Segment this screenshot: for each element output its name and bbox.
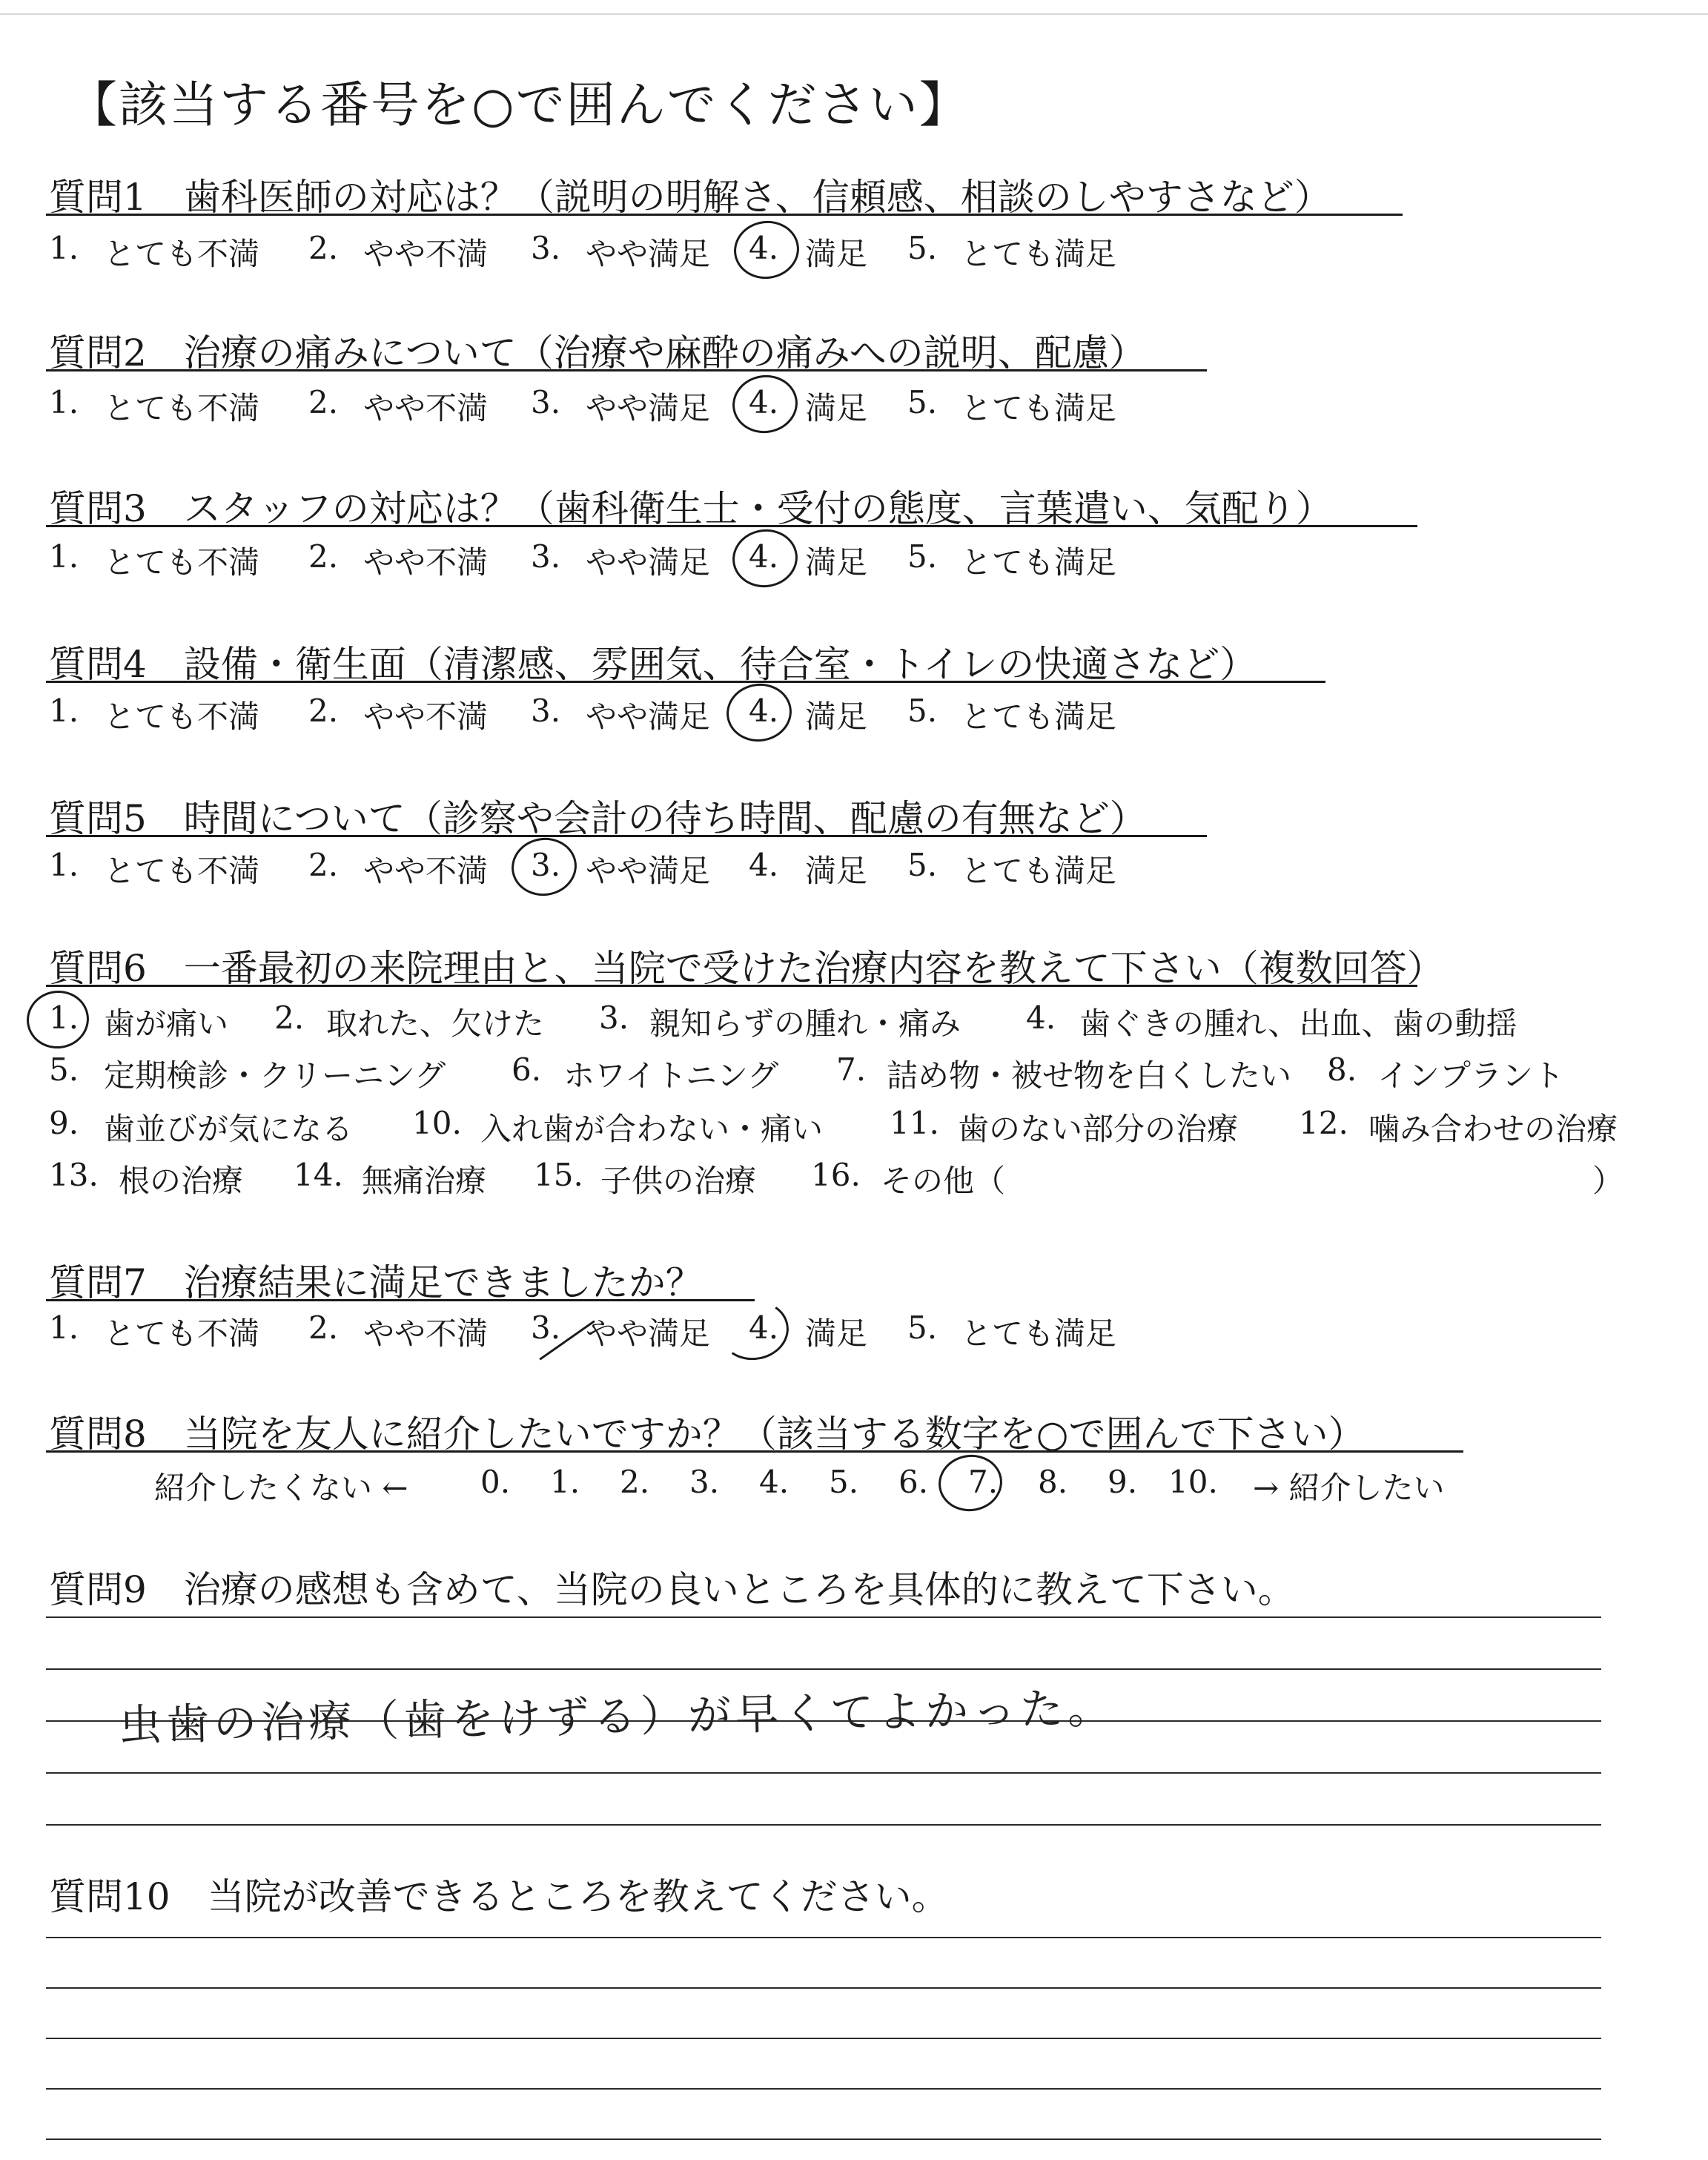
option-number: 4. (749, 1309, 779, 1346)
option-label: とても不満 (104, 1315, 260, 1352)
option-label: とても満足 (961, 544, 1117, 581)
question-8-title: 質問8 当院を友人に紹介したいですか？（該当する数字を○で囲んで下さい） (49, 1413, 1366, 1456)
option-number: 2. (308, 230, 339, 266)
option-number: 3. (531, 847, 561, 883)
answer-line (46, 1772, 1601, 1774)
option-number: 4. (749, 693, 779, 729)
option-number: 4. (749, 538, 779, 575)
option-number: 5. (907, 538, 938, 575)
question-10-title: 質問10 当院が改善できるところを教えてください。 (49, 1875, 949, 1918)
scale-number: 8. (1038, 1464, 1068, 1500)
option-label: やや不満 (363, 544, 489, 581)
option-label: その他（ (881, 1163, 1006, 1199)
question-1-underline (46, 214, 1403, 216)
question-7-title: 質問7 治療結果に満足できましたか？ (49, 1261, 703, 1304)
option-label: 無痛治療 (362, 1163, 487, 1199)
option-number: 7. (836, 1051, 867, 1088)
option-number: 2. (308, 1309, 339, 1346)
option-label: やや不満 (363, 698, 489, 735)
scale-number: 6. (898, 1464, 929, 1500)
option-number: 5. (907, 693, 938, 729)
option-label: とても不満 (104, 390, 260, 426)
handwritten-answer: 虫歯の治療（歯をけずる）が早くてよかった。 (118, 1682, 1116, 1751)
option-number: 3. (531, 538, 561, 575)
option-number: 3. (531, 1309, 561, 1346)
option-number: 2. (308, 693, 339, 729)
option-label: 満足 (805, 1315, 868, 1352)
option-label: やや満足 (586, 236, 711, 272)
option-label: 歯が痛い (104, 1005, 229, 1042)
option-number: 3. (531, 384, 561, 420)
scale-number: 2. (620, 1464, 650, 1500)
option-number: 12. (1299, 1105, 1348, 1141)
option-number: 5. (907, 847, 938, 883)
question-3-underline (46, 525, 1417, 527)
option-label: 定期検診・クリーニング (104, 1057, 446, 1094)
option-number: 1. (49, 538, 79, 575)
option-label: 親知らずの腫れ・痛み (649, 1005, 961, 1042)
option-number: 15. (534, 1157, 583, 1193)
scale-right-label: → 紹介したい (1253, 1470, 1445, 1506)
option-number: 5. (907, 1309, 938, 1346)
option-number: 10. (412, 1105, 462, 1141)
scale-number: 4. (759, 1464, 790, 1500)
option-number: 13. (49, 1157, 99, 1193)
question-8-underline (46, 1450, 1463, 1453)
option-number: 9. (49, 1105, 79, 1141)
option-label: 子供の治療 (600, 1163, 757, 1199)
option-label: 満足 (805, 853, 868, 889)
option-label: 満足 (805, 236, 868, 272)
option-number: 1. (49, 230, 79, 266)
option-label: 取れた、欠けた (326, 1005, 545, 1042)
question-5-underline (46, 835, 1207, 837)
question-3-title: 質問3 スタッフの対応は？（歯科衛生士・受付の態度、言葉遣い、気配り） (49, 487, 1333, 530)
option-number: 4. (1026, 1000, 1056, 1036)
option-label: やや満足 (586, 390, 711, 426)
question-6-title: 質問6 一番最初の来院理由と、当院で受けた治療内容を教えて下さい（複数回答） (49, 947, 1444, 990)
option-number: 5. (907, 384, 938, 420)
scale-number: 10. (1168, 1464, 1218, 1500)
question-4-title: 質問4 設備・衛生面（清潔感、雰囲気、待合室・トイレの快適さなど） (49, 643, 1257, 686)
option-number: 8. (1327, 1051, 1357, 1088)
option-label: とても不満 (104, 853, 260, 889)
option-number: 3. (531, 230, 561, 266)
question-7-underline (46, 1299, 755, 1301)
option-label: とても満足 (961, 698, 1117, 735)
question-6-underline (46, 985, 1417, 987)
page-title: 【該当する番号を○で囲んでください】 (68, 76, 970, 133)
selection-circle (730, 217, 803, 283)
option-number: 5. (907, 230, 938, 266)
answer-line (46, 2138, 1601, 2140)
scale-number: 9. (1108, 1464, 1138, 1500)
option-number: 6. (512, 1051, 542, 1088)
option-label: やや不満 (363, 236, 489, 272)
option-label: とても不満 (104, 544, 260, 581)
option-label: ホワイトニング (563, 1057, 779, 1094)
option-label: 根の治療 (119, 1163, 244, 1199)
question-2-title: 質問2 治療の痛みについて（治療や麻酔の痛みへの説明、配慮） (49, 331, 1146, 374)
option-label: 満足 (805, 544, 868, 581)
option-label: やや不満 (363, 390, 489, 426)
option-number: 1. (49, 847, 79, 883)
question-5-title: 質問5 時間について（診察や会計の待ち時間、配慮の有無など） (49, 797, 1147, 840)
answer-line (46, 1824, 1601, 1826)
question-4-underline (46, 681, 1325, 683)
option-label: 噛み合わせの治療 (1368, 1111, 1618, 1147)
question-1-title: 質問1 歯科医師の対応は？（説明の明解さ、信頼感、相談のしやすさなど） (49, 176, 1331, 219)
option-number: 4. (749, 230, 779, 266)
option-label: 満足 (805, 390, 868, 426)
scale-number: 5. (829, 1464, 859, 1500)
answer-line (46, 1668, 1601, 1670)
option-number: 5. (49, 1051, 79, 1088)
option-number: 2. (274, 1000, 305, 1036)
option-label: とても満足 (961, 1315, 1117, 1352)
option-label: やや満足 (586, 544, 711, 581)
option-label: とても満足 (961, 390, 1117, 426)
option-number: 3. (599, 1000, 629, 1036)
option-number: 2. (308, 384, 339, 420)
option-number: 1. (49, 1309, 79, 1346)
option-label: やや不満 (363, 1315, 489, 1352)
answer-line (46, 1937, 1601, 1938)
option-label: やや満足 (586, 853, 711, 889)
scale-number: 0. (480, 1464, 511, 1500)
answer-line (46, 1616, 1601, 1618)
option-number: 4. (749, 847, 779, 883)
other-close-paren: ） (1592, 1163, 1624, 1199)
option-number: 1. (49, 1000, 79, 1036)
option-label: やや満足 (586, 1315, 711, 1352)
option-label: とても不満 (104, 698, 260, 735)
top-rule (0, 13, 1708, 15)
question-2-underline (46, 369, 1207, 371)
option-label: 歯並びが気になる (104, 1111, 354, 1147)
answer-line (46, 1987, 1601, 1989)
scale-left-label: 紹介したくない ← (154, 1470, 408, 1506)
answer-line (46, 2088, 1601, 2090)
option-label: 歯のない部分の治療 (958, 1111, 1239, 1147)
option-number: 4. (749, 384, 779, 420)
option-label: とても満足 (961, 236, 1117, 272)
option-label: とても不満 (104, 236, 260, 272)
option-label: インプラント (1377, 1057, 1565, 1094)
option-label: 満足 (805, 698, 868, 735)
answer-line (46, 2038, 1601, 2039)
option-number: 2. (308, 847, 339, 883)
option-number: 1. (49, 384, 79, 420)
option-number: 14. (294, 1157, 343, 1193)
option-label: とても満足 (961, 853, 1117, 889)
option-number: 2. (308, 538, 339, 575)
option-label: 詰め物・被せ物を白くしたい (887, 1057, 1292, 1094)
scale-number: 7. (968, 1464, 999, 1500)
option-label: やや満足 (586, 698, 711, 735)
option-label: 歯ぐきの腫れ、出血、歯の動揺 (1079, 1005, 1517, 1042)
scale-number: 1. (550, 1464, 580, 1500)
option-number: 1. (49, 693, 79, 729)
selection-circle (715, 1296, 792, 1364)
option-label: 入れ歯が合わない・痛い (480, 1111, 824, 1147)
option-number: 11. (890, 1105, 939, 1141)
option-number: 16. (811, 1157, 861, 1193)
option-label: やや不満 (363, 853, 489, 889)
scale-number: 3. (689, 1464, 720, 1500)
option-number: 3. (531, 693, 561, 729)
question-9-title: 質問9 治療の感想も含めて、当院の良いところを具体的に教えて下さい。 (49, 1568, 1295, 1611)
